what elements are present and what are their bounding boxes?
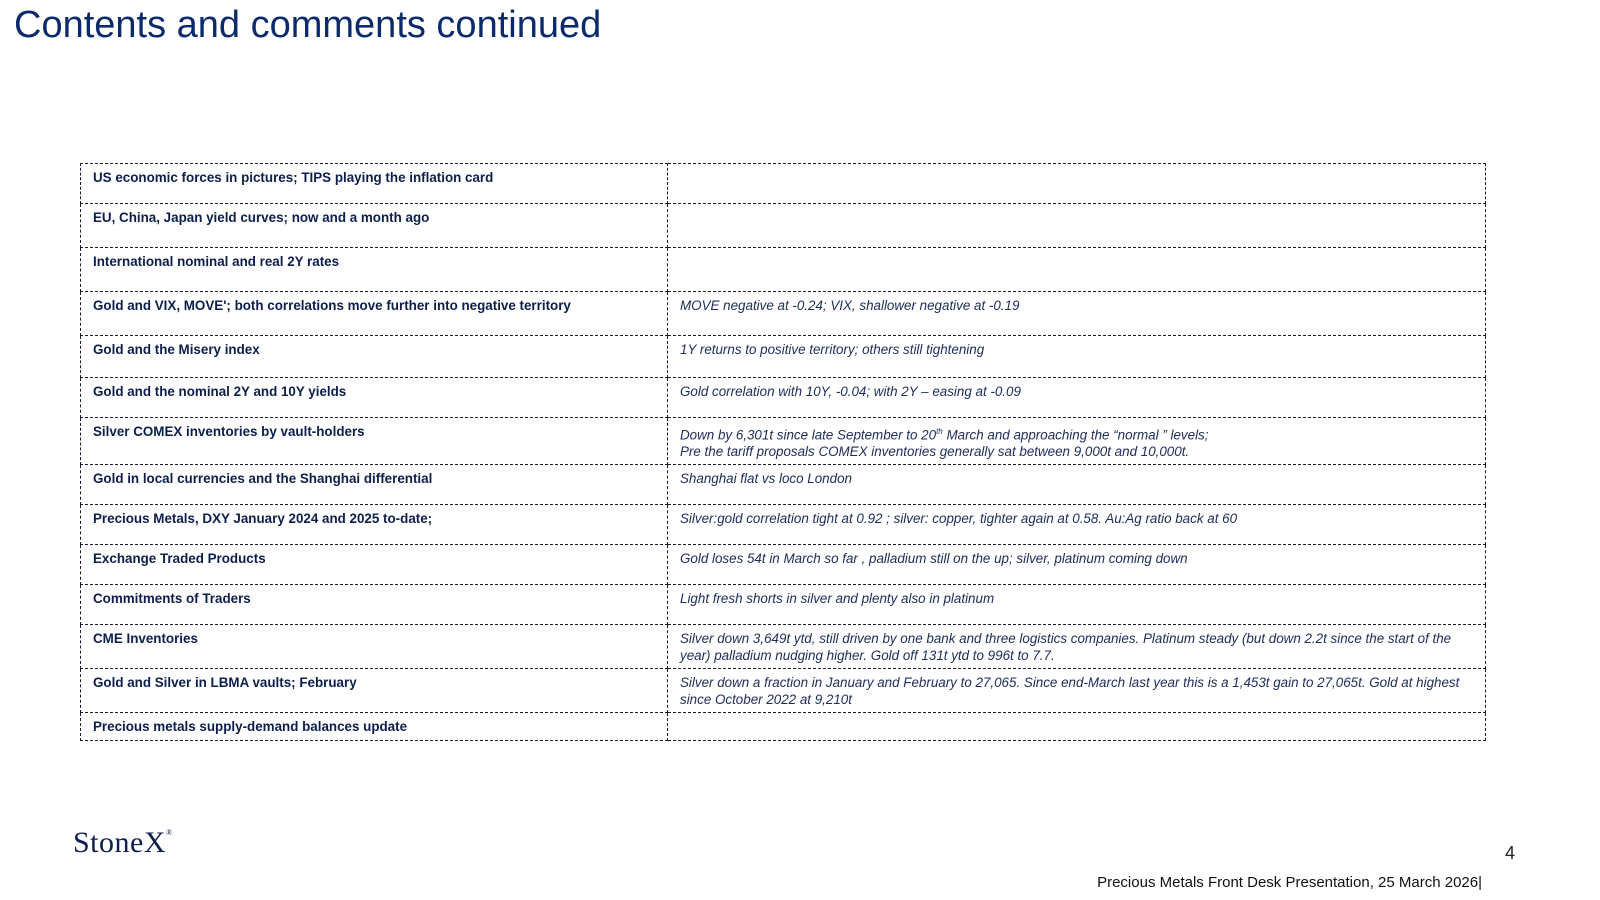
page-number: 4 [1505, 843, 1516, 863]
table-row [81, 164, 1486, 204]
table-row [81, 545, 1486, 585]
table-row [81, 465, 1486, 505]
row-topic: Gold and the nominal 2Y and 10Y yields [81, 378, 668, 418]
table-row [81, 505, 1486, 545]
row-comment: MOVE negative at -0.24; VIX, shallower negative at -0.19 [668, 292, 1486, 336]
page-title: Contents and comments continued [14, 4, 602, 46]
row-topic: US economic forces in pictures; TIPS playing the inflation card [81, 164, 668, 204]
table-row [81, 625, 1486, 669]
table-row [81, 418, 1486, 465]
row-topic: Gold and VIX, MOVE'; both correlations move further into negative territory [81, 292, 668, 336]
logo-text: StoneX [73, 826, 166, 859]
row-topic: International nominal and real 2Y rates [81, 248, 668, 292]
row-topic: Silver COMEX inventories by vault-holders [81, 418, 668, 465]
comment-line1-b: March and approaching the “normal ” levels; [942, 427, 1209, 443]
comment-line2: Pre the tariff proposals COMEX inventories generally sat between 9,000t and 10,000t. [680, 444, 1190, 460]
row-comment: 1Y returns to positive territory; others still tightening [668, 336, 1486, 378]
logo-mark: ® [166, 828, 173, 837]
row-topic: Gold and the Misery index [81, 336, 668, 378]
table-row [81, 713, 1486, 741]
row-comment [668, 204, 1486, 248]
table-row [81, 292, 1486, 336]
row-topic: Commitments of Traders [81, 585, 668, 625]
row-topic: Exchange Traded Products [81, 545, 668, 585]
stonex-logo [73, 826, 173, 860]
table-row [81, 248, 1486, 292]
table-row [81, 378, 1486, 418]
table-row [81, 204, 1486, 248]
row-comment: Silver down 3,649t ytd, still driven by one bank and three logistics companies. Platinum steady (but down 2.2t since the start of the year) palladium nudging higher. Gold off 131t ytd to 996t to 7.7. [668, 625, 1486, 669]
row-comment [668, 248, 1486, 292]
table-row [81, 669, 1486, 713]
row-topic: Precious Metals, DXY January 2024 and 2025 to-date; [81, 505, 668, 545]
row-comment: Gold loses 54t in March so far , palladium still on the up; silver, platinum coming down [668, 545, 1486, 585]
row-comment [668, 418, 1486, 465]
row-comment: Light fresh shorts in silver and plenty also in platinum [668, 585, 1486, 625]
comment-line1-a: Down by 6,301t since late September to 20 [680, 427, 937, 443]
row-comment: Silver down a fraction in January and February to 27,065. Since end-March last year this is a 1,453t gain to 27,065t. Gold at highest since October 2022 at 9,210t [668, 669, 1486, 713]
contents-table [80, 163, 1486, 741]
row-topic: EU, China, Japan yield curves; now and a month ago [81, 204, 668, 248]
row-topic: CME Inventories [81, 625, 668, 669]
row-comment [668, 713, 1486, 741]
table-row [81, 585, 1486, 625]
row-comment: Silver:gold correlation tight at 0.92 ; silver: copper, tighter again at 0.58. Au:Ag ratio back at 60 [668, 505, 1486, 545]
row-comment [668, 164, 1486, 204]
row-topic: Precious metals supply-demand balances update [81, 713, 668, 741]
row-topic: Gold and Silver in LBMA vaults; February [81, 669, 668, 713]
comment-line1-sup: th [936, 427, 943, 436]
row-comment: Gold correlation with 10Y, -0.04; with 2Y – easing at -0.09 [668, 378, 1486, 418]
row-topic: Gold in local currencies and the Shanghai differential [81, 465, 668, 505]
table-row [81, 336, 1486, 378]
row-comment: Shanghai flat vs loco London [668, 465, 1486, 505]
footer-text: Precious Metals Front Desk Presentation, 25 March 2026| [1097, 874, 1482, 891]
